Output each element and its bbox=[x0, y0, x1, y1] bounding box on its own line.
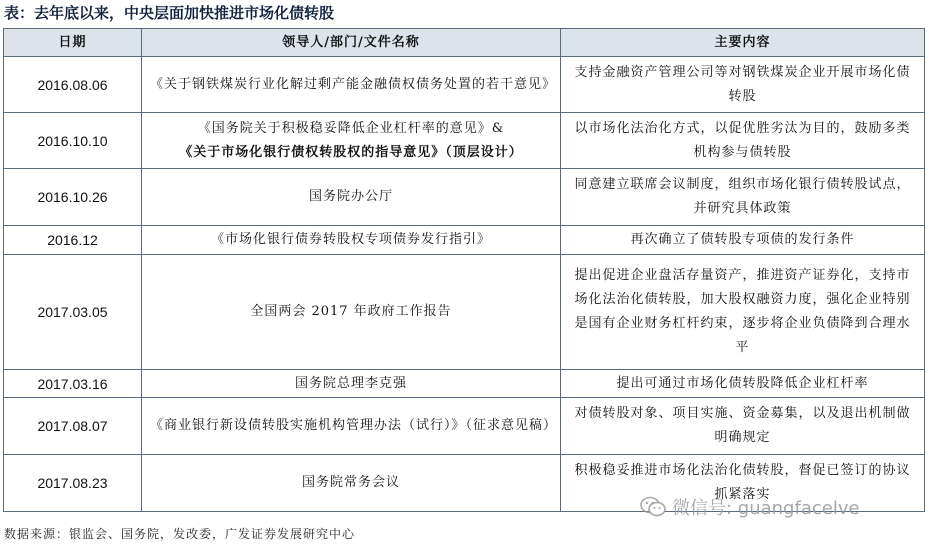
row-date: 2017.03.05 bbox=[4, 255, 142, 370]
row-content: 对债转股对象、项目实施、资金募集，以及退出机制做明确规定 bbox=[561, 398, 925, 455]
data-source: 数据来源：银监会、国务院，发改委，广发证券发展研究中心 bbox=[4, 527, 356, 541]
row-content: 同意建立联席会议制度，组织市场化银行债转股试点，并研究具体政策 bbox=[561, 169, 925, 226]
header-row bbox=[4, 29, 925, 57]
table-row bbox=[4, 455, 925, 512]
row-name bbox=[142, 57, 561, 113]
row-name: 全国两会 2017 年政府工作报告 bbox=[142, 255, 561, 370]
policy-table bbox=[3, 28, 925, 512]
row-name: 《市场化银行债券转股权专项债券发行指引》 bbox=[142, 226, 561, 255]
row-content: 再次确立了债转股专项债的发行条件 bbox=[561, 226, 925, 255]
row-name: 国务院办公厅 bbox=[142, 169, 561, 226]
row-content: 提出可通过市场化债转股降低企业杠杆率 bbox=[561, 370, 925, 398]
row-name: 国务院常务会议 bbox=[142, 455, 561, 512]
table-row bbox=[4, 169, 925, 226]
header-name: 领导人/部门/文件名称 bbox=[142, 29, 561, 57]
table-row bbox=[4, 370, 925, 398]
row-date: 2016.10.26 bbox=[4, 169, 142, 226]
row-content: 支持金融资产管理公司等对钢铁煤炭企业开展市场化债转股 bbox=[561, 57, 925, 113]
watermark-text: 微信号: guangfacelve bbox=[672, 498, 860, 519]
header-date: 日期 bbox=[4, 29, 142, 57]
row-name: 国务院总理李克强 bbox=[142, 370, 561, 398]
row-name-text: 《国务院关于积极稳妥降低企业杠杆率的意见》& bbox=[197, 120, 505, 136]
row-date: 2016.10.10 bbox=[4, 113, 142, 169]
table-title: 表：去年底以来，中央层面加快推进市场化债转股 bbox=[4, 4, 335, 22]
table-row bbox=[4, 57, 925, 113]
row-name: 《商业银行新设债转股实施机构管理办法（试行）》（征求意见稿） bbox=[142, 398, 561, 455]
row-content: 积极稳妥推进市场化法治化债转股，督促已签订的协议抓紧落实 bbox=[561, 455, 925, 512]
row-date: 2017.08.07 bbox=[4, 398, 142, 455]
row-date: 2017.08.23 bbox=[4, 455, 142, 512]
table-row bbox=[4, 398, 925, 455]
row-name bbox=[142, 113, 561, 169]
row-date: 2016.08.06 bbox=[4, 57, 142, 113]
table-row bbox=[4, 255, 925, 370]
table-row bbox=[4, 113, 925, 169]
row-date: 2017.03.16 bbox=[4, 370, 142, 398]
row-content: 提出促进企业盘活存量资产，推进资产证券化，支持市场化法治化债转股，加大股权融资力度，强化企业特别是国有企业财务杠杆约束，逐步将企业负债降到合理水平 bbox=[561, 255, 925, 370]
table-row bbox=[4, 226, 925, 255]
row-date: 2016.12 bbox=[4, 226, 142, 255]
row-name-extra: 《关于市场化银行债权转股权的指导意见》（顶层设计） bbox=[179, 144, 523, 160]
row-content: 以市场化法治化方式，以促优胜劣汰为目的，鼓励多类机构参与债转股 bbox=[561, 113, 925, 169]
row-name-text: 《关于钢铁煤炭行业化解过剩产能金融债权债务处置的若干意见》 bbox=[150, 76, 557, 92]
header-content: 主要内容 bbox=[561, 29, 925, 57]
